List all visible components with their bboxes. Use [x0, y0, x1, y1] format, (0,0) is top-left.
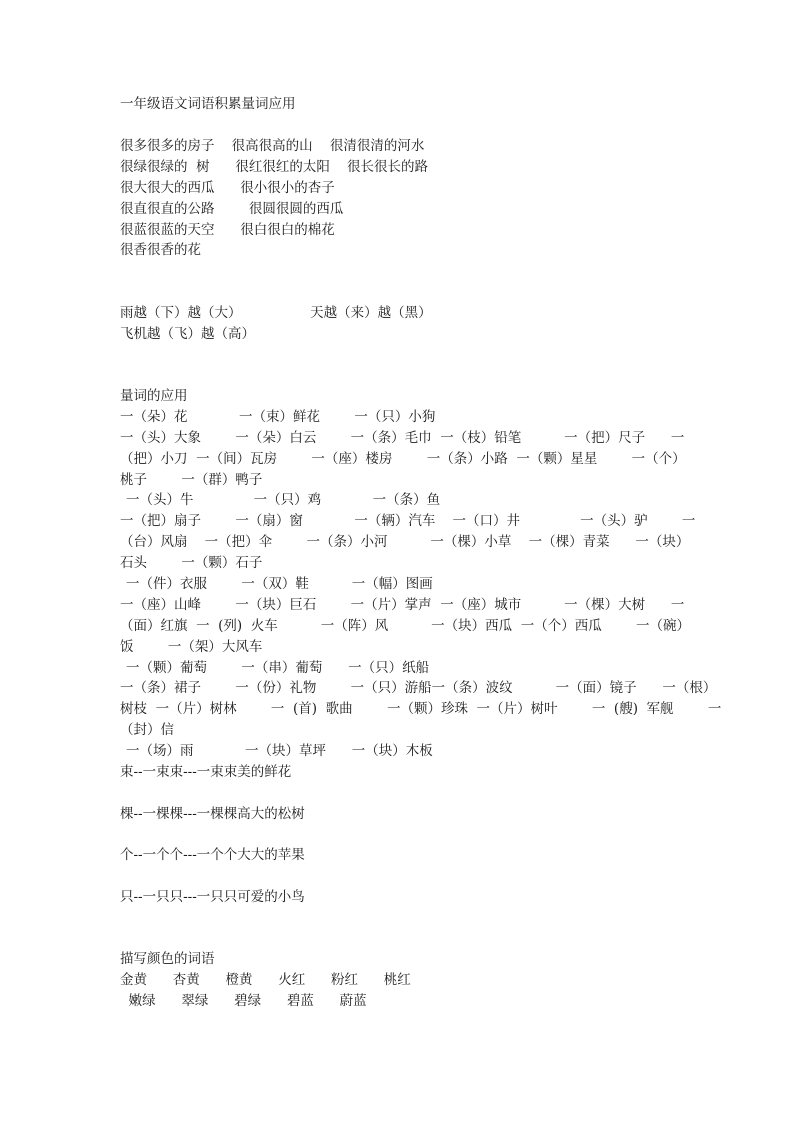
measure-line: （台）风扇 一（把）伞 一（条）小河 一（棵）小草 一（棵）青菜 一（块）	[120, 534, 690, 551]
adj-phrase-line: 很直很直的公路 很圆很圆的西瓜	[120, 200, 344, 217]
document-title-block	[120, 94, 675, 115]
expansion-section	[120, 845, 675, 866]
measure-line: 一（场）雨 一（块）草坪 一（块）木板	[126, 743, 433, 760]
adjective-phrases-section	[120, 136, 675, 261]
measure-heading: 量词的应用	[120, 388, 188, 404]
measure-line: 一（条）裙子 一（份）礼物 一（只）游船一（条）波纹 一（面）镜子 一（根）	[120, 680, 717, 697]
expansion-line: 束--一束束---一束束美的鲜花	[120, 764, 292, 781]
expansion-section	[120, 887, 675, 908]
color-words-section	[120, 949, 675, 1012]
measure-line: （面）红旗 一 (列) 火车 一（阵）风 一（块）西瓜 一（个）西瓜 一（碗）	[120, 617, 691, 634]
document-title: 一年级语文词语积累量词应用	[120, 96, 296, 112]
measure-line: 一（件）衣服 一（双）鞋 一（幅）图画	[126, 576, 433, 593]
color-line: 金黄 杏黄 橙黄 火红 粉红 桃红	[120, 971, 411, 988]
color-line: 嫩绿 翠绿 碧绿 碧蓝 蔚蓝	[120, 992, 367, 1009]
measure-line: 一（头）牛 一（只）鸡 一（条）鱼	[126, 492, 441, 509]
expansion-line: 棵--一棵棵---一棵棵高大的松树	[120, 806, 305, 822]
measure-line: 饭 一（架）大风车	[120, 638, 263, 655]
expansion-section	[120, 804, 675, 825]
measure-line: 桃子 一（群）鸭子	[120, 471, 263, 488]
measure-line: 树枝 一（片）树林 一 (首) 歌曲 一（颗）珍珠 一（片）树叶 一 (艘) 军舰 一	[120, 701, 722, 718]
expansion-line: 个--一个个---一个个大大的苹果	[120, 847, 305, 863]
measure-line: 一（座）山峰 一（块）巨石 一（片）掌声 一（座）城市 一（棵）大树 一	[120, 596, 685, 613]
adj-phrase-line: 很绿很绿的 树 很红很红的太阳 很长很长的路	[120, 158, 428, 175]
color-heading: 描写颜色的词语	[120, 951, 215, 967]
yue-pattern-section	[120, 303, 675, 345]
adj-phrase-line: 很多很多的房子 很高很高的山 很清很清的河水	[120, 138, 425, 154]
measure-line: （把）小刀 一（间）瓦房 一（座）楼房 一（条）小路 一（颗）星星 一（个）	[120, 450, 686, 467]
adj-phrase-line: 很大很大的西瓜 很小很小的杏子	[120, 179, 335, 196]
measure-line: 一（颗）葡萄 一（串）葡萄 一（只）纸船	[126, 659, 430, 676]
expansion-line: 只--一只只---一只只可爱的小鸟	[120, 889, 305, 905]
adj-phrase-line: 很香很香的花	[120, 242, 201, 259]
yue-pattern-line: 雨越（下）越（大） 天越（来）越（黑）	[120, 305, 432, 321]
adj-phrase-line: 很蓝很蓝的天空 很白很白的棉花	[120, 221, 335, 238]
yue-pattern-line: 飞机越（飞）越（高）	[120, 325, 255, 342]
measure-line: （封）信	[120, 722, 174, 739]
measure-line: 石头 一（颗）石子	[120, 555, 263, 572]
measure-words-section	[120, 386, 722, 783]
measure-line: 一（朵）花 一（束）鲜花 一（只）小狗	[120, 408, 436, 425]
measure-line: 一（头）大象 一（朵）白云 一（条）毛巾 一（枝）铅笔 一（把）尺子 一	[120, 429, 685, 446]
measure-line: 一（把）扇子 一（扇）窗 一（辆）汽车 一（口）井 一（头）驴 一	[120, 513, 696, 530]
